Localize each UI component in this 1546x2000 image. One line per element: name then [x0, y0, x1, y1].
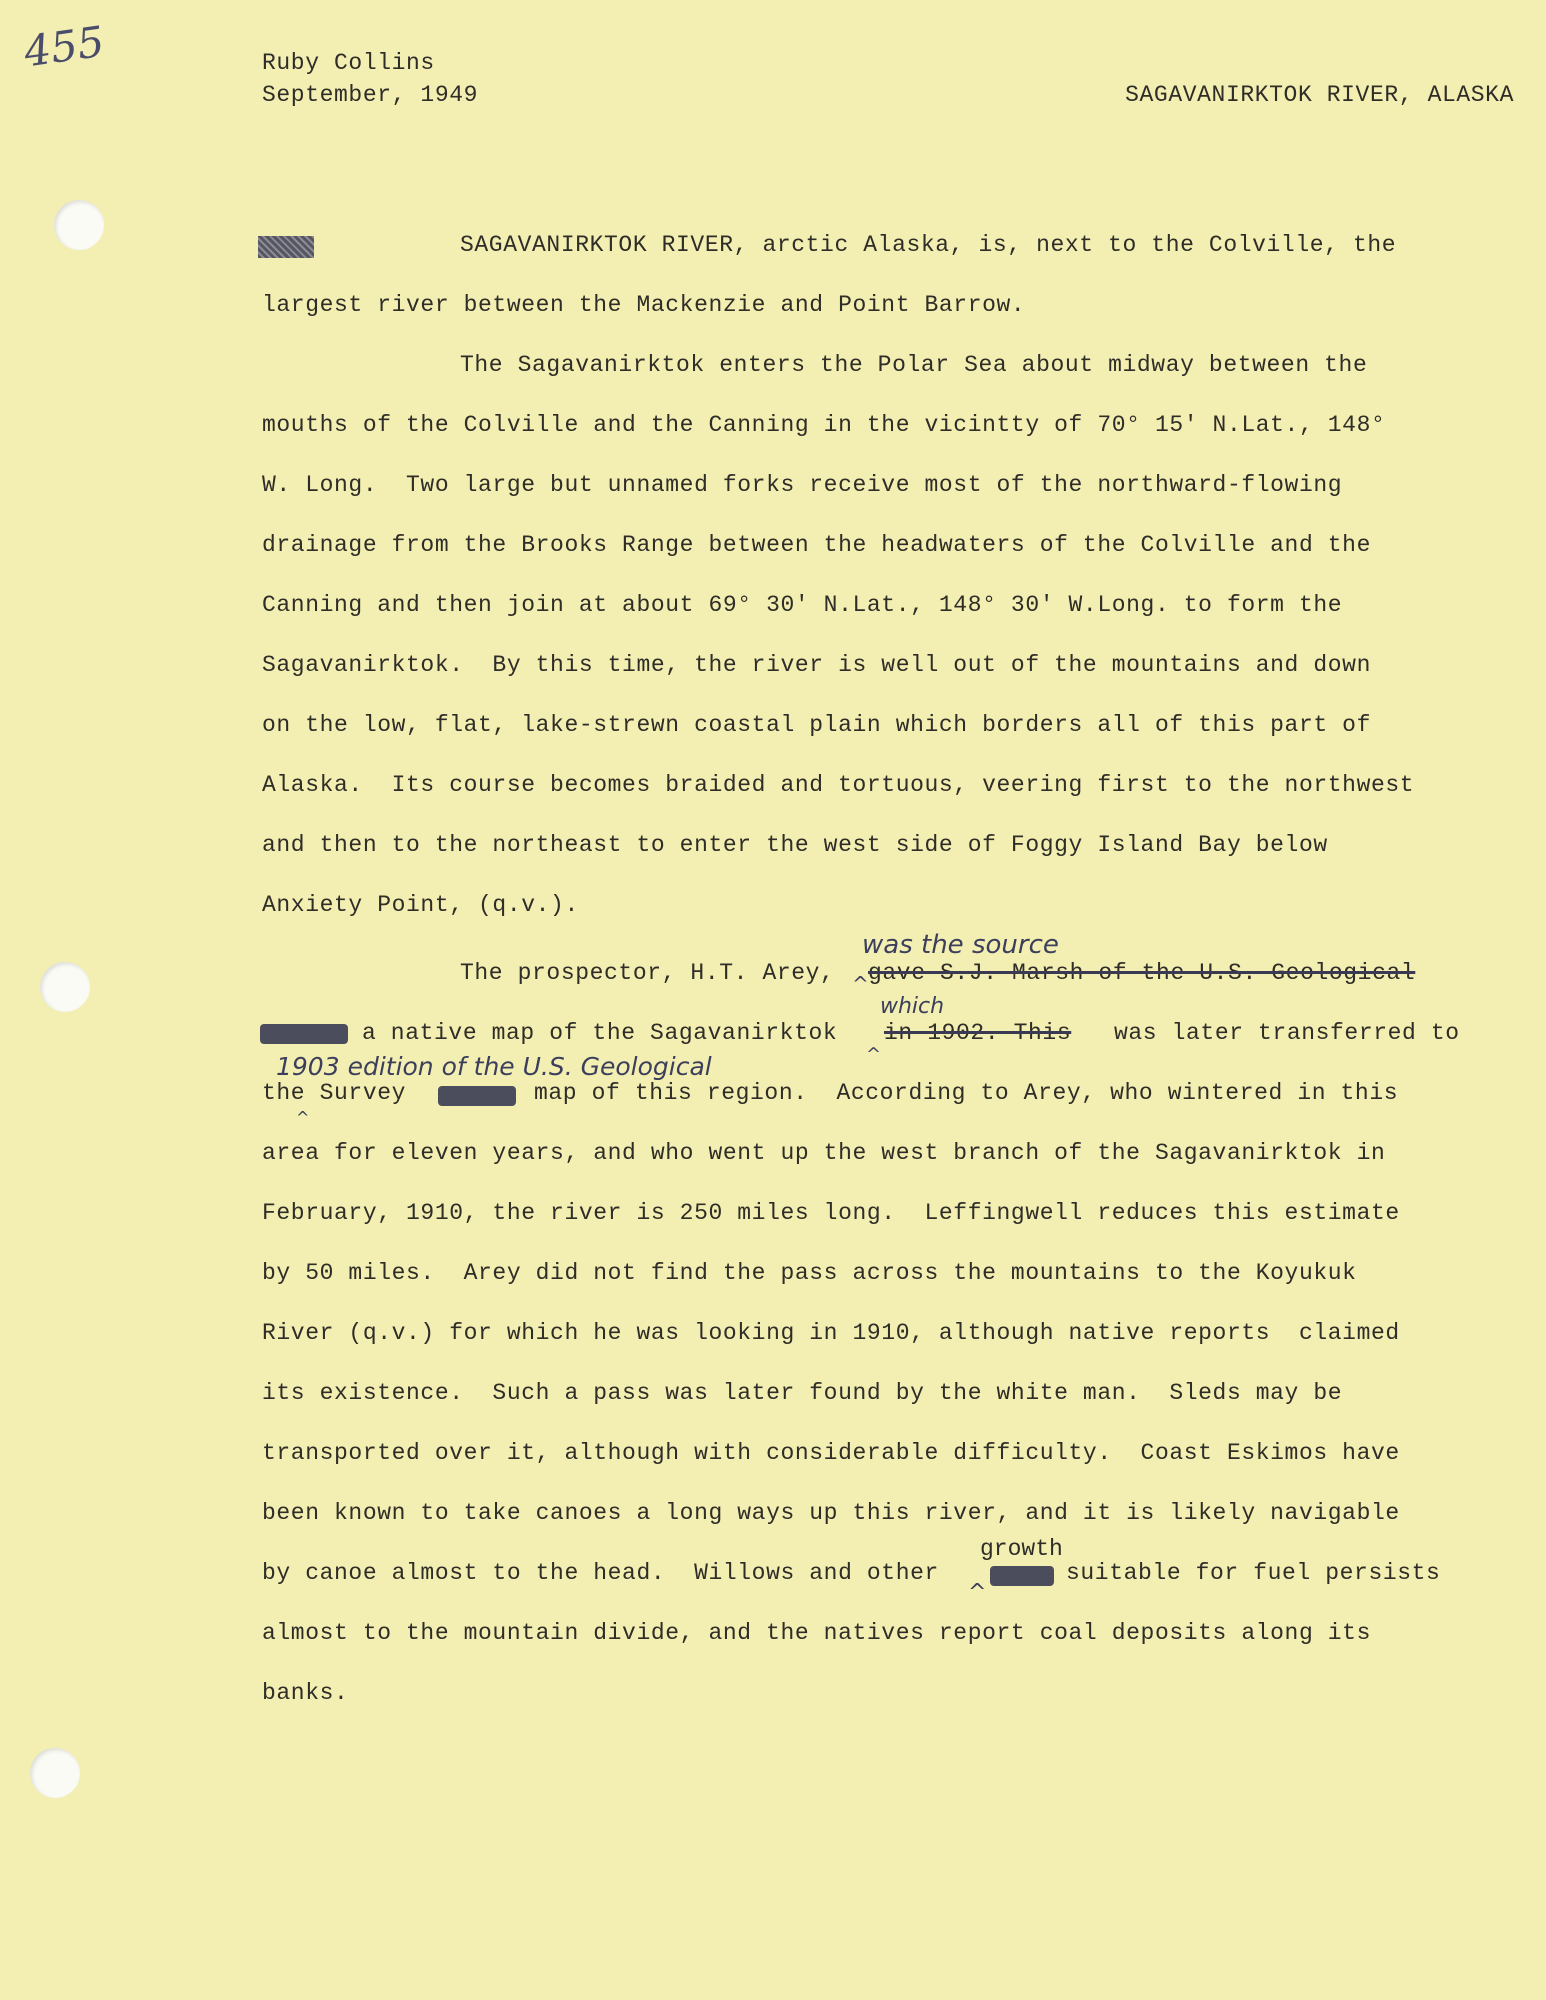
handwritten-insertion: was the source — [862, 930, 1059, 960]
body-line: largest river between the Mackenzie and Point Barrow. — [262, 292, 1026, 318]
body-line: Sagavanirktok. By this time, the river is well out of the mountains and down — [262, 652, 1371, 678]
insertion-caret-icon: ^ — [866, 1044, 882, 1065]
body-line: map of this region. According to Arey, who wintered in this — [534, 1080, 1399, 1106]
body-line: almost to the mountain divide, and the natives report coal deposits along its — [262, 1620, 1371, 1646]
body-line: and then to the northeast to enter the west side of Foggy Island Bay below — [262, 832, 1328, 858]
body-line: suitable for fuel persists — [1066, 1560, 1441, 1586]
body-line: Canning and then join at about 69° 30' N.Lat., 148° 30' W.Long. to form the — [262, 592, 1343, 618]
struck-text: gave S.J. Marsh of the U.S. Geological — [868, 960, 1416, 986]
body-line: Alaska. Its course becomes braided and tortuous, veering first to the northwest — [262, 772, 1415, 798]
punch-hole — [30, 1748, 80, 1798]
punch-hole — [54, 200, 104, 250]
date-line: September, 1949 — [262, 82, 479, 108]
ink-blot — [438, 1086, 516, 1106]
body-line: on the low, flat, lake-strewn coastal plain which borders all of this part of — [262, 712, 1371, 738]
document-title: SAGAVANIRKTOK RIVER, ALASKA — [1125, 82, 1514, 108]
body-line: February, 1910, the river is 250 miles long. Leffingwell reduces this estimate — [262, 1200, 1400, 1226]
body-line: W. Long. Two large but unnamed forks receive most of the northward-flowing — [262, 472, 1343, 498]
handwritten-insertion: 1903 edition of the U.S. Geological — [276, 1052, 712, 1081]
body-line: banks. — [262, 1680, 349, 1706]
insertion-caret-icon: ^ — [968, 1580, 987, 1605]
body-line: Anxiety Point, (q.v.). — [262, 892, 579, 918]
insertion-caret-icon: ^ — [296, 1108, 310, 1127]
body-line: drainage from the Brooks Range between the headwaters of the Colville and the — [262, 532, 1371, 558]
body-line: SAGAVANIRKTOK RIVER, arctic Alaska, is, next to the Colville, the — [460, 232, 1397, 258]
body-line: The prospector, H.T. Arey, — [460, 960, 835, 986]
body-line: area for eleven years, and who went up the west branch of the Sagavanirktok in — [262, 1140, 1386, 1166]
handwritten-insertion: which — [880, 994, 945, 1019]
struck-text: in 1902. This — [884, 1020, 1072, 1046]
ink-blot — [260, 1024, 348, 1044]
body-line: the Survey — [262, 1080, 407, 1106]
crossed-out-mark — [258, 236, 314, 258]
body-line: The Sagavanirktok enters the Polar Sea about midway between the — [460, 352, 1368, 378]
ink-blot — [990, 1566, 1054, 1586]
body-line: was later transferred to — [1114, 1020, 1460, 1046]
body-line: transported over it, although with considerable difficulty. Coast Eskimos have — [262, 1440, 1400, 1466]
body-line: by 50 miles. Arey did not find the pass across the mountains to the Koyukuk — [262, 1260, 1357, 1286]
author-name: Ruby Collins — [262, 50, 435, 76]
body-line: by canoe almost to the head. Willows and other — [262, 1560, 939, 1586]
body-line: been known to take canoes a long ways up this river, and it is likely navigable — [262, 1500, 1400, 1526]
body-line: a native map of the Sagavanirktok — [362, 1020, 838, 1046]
body-line: its existence. Such a pass was later found by the white man. Sleds may be — [262, 1380, 1343, 1406]
typed-insertion: growth — [980, 1536, 1063, 1562]
body-line: River (q.v.) for which he was looking in 1910, although native reports claimed — [262, 1320, 1400, 1346]
punch-hole — [40, 962, 90, 1012]
insertion-caret-icon: ^ — [852, 972, 869, 996]
folio-number: 455 — [20, 16, 108, 77]
body-line: mouths of the Colville and the Canning in the vicintty of 70° 15' N.Lat., 148° — [262, 412, 1386, 438]
